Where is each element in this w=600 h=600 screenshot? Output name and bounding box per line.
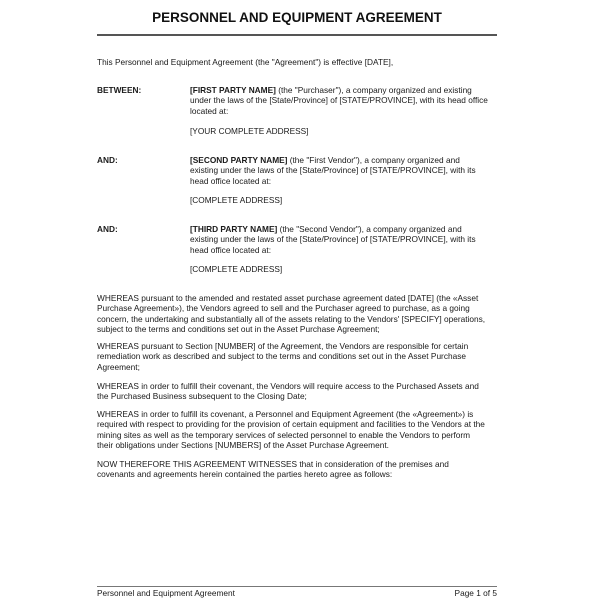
recital-line: WHEREAS in order to fulfill their covenant, the Vendors will require access to the Purchased Assets and xyxy=(97,381,479,391)
recital-line: their obligations under Sections [NUMBERS] of the Asset Purchase Agreement. xyxy=(97,440,389,451)
footer-divider xyxy=(97,586,497,587)
party-name: [SECOND PARTY NAME] xyxy=(190,155,288,165)
recital-line: Agreement; xyxy=(97,361,140,372)
recital-line: NOW THEREFORE THIS AGREEMENT WITNESSES that in consideration of the premises and xyxy=(97,459,449,469)
party-second xyxy=(97,155,497,187)
recital-line: subject to the terms and conditions set out in the Asset Purchase Agreement; xyxy=(97,324,380,335)
recital-paragraph xyxy=(97,293,485,335)
party-description xyxy=(190,155,476,186)
party-line-text: (the "Purchaser"), a company organized and existing xyxy=(278,85,472,95)
recital-line: mining sites as well as the temporary services of selected personnel to enable the Vendors to perform xyxy=(97,429,471,440)
party-name: [FIRST PARTY NAME] xyxy=(190,85,276,95)
party-line xyxy=(190,155,476,165)
party-line: head office located at: xyxy=(190,244,272,255)
recital-line: the Purchased Business subsequent to the Closing Date; xyxy=(97,391,307,402)
recital-line: Purchase Agreement»), the Vendors agreed to sell and the Purchaser agreed to purchase, as a going xyxy=(97,303,470,314)
recital-paragraph xyxy=(97,381,479,402)
recital-paragraph xyxy=(97,341,468,372)
party-line: under the laws of the [State/Province] of [STATE/PROVINCE], with its head office xyxy=(190,95,488,106)
recital-line: WHEREAS pursuant to Section [NUMBER] of the Agreement, the Vendors are responsible for certain xyxy=(97,341,469,351)
party-address: [YOUR COMPLETE ADDRESS] xyxy=(190,126,309,136)
recital-line: concern, the undertaking and substantially all of the assets relating to the Vendors' [SPECIFY] operations, xyxy=(97,313,486,324)
party-line: existing under the laws of the [State/Province] of [STATE/PROVINCE], with its xyxy=(190,165,476,176)
party-label: BETWEEN: xyxy=(97,85,142,95)
witness-paragraph xyxy=(97,459,449,480)
party-line-text: (the "First Vendor"), a company organized and xyxy=(289,155,460,165)
party-line-text: (the "Second Vendor"), a company organized and xyxy=(279,224,462,234)
party-label: AND: xyxy=(97,224,118,234)
party-description xyxy=(190,85,488,116)
intro-paragraph: This Personnel and Equipment Agreement (the "Agreement") is effective [DATE], xyxy=(97,57,394,67)
party-label: AND: xyxy=(97,155,118,165)
document-title: PERSONNEL AND EQUIPMENT AGREEMENT xyxy=(152,10,442,25)
party-description xyxy=(190,224,476,255)
recital-line: WHEREAS in order to fulfill its covenant, a Personnel and Equipment Agreement (the «Agreement») is xyxy=(97,409,474,419)
party-line xyxy=(190,224,476,234)
footer-document-name: Personnel and Equipment Agreement xyxy=(97,588,235,598)
party-line: located at: xyxy=(190,105,229,116)
recital-line: required with respect to providing for the provision of certain equipment and facilities to the Vendors at the xyxy=(97,419,485,430)
party-address: [COMPLETE ADDRESS] xyxy=(190,195,283,205)
party-third xyxy=(97,224,497,256)
recital-line: remediation work as described and subject to the terms and conditions set out in the Asset Purchase xyxy=(97,351,466,362)
party-first xyxy=(97,85,497,117)
title-divider xyxy=(97,34,497,36)
party-address: [COMPLETE ADDRESS] xyxy=(190,264,283,274)
party-line: existing under the laws of the [State/Province] of [STATE/PROVINCE], with its xyxy=(190,234,476,245)
recital-line: covenants and agreements herein contained the parties hereto agree as follows: xyxy=(97,469,393,480)
recital-line: WHEREAS pursuant to the amended and restated asset purchase agreement dated [DATE] (the «Asset xyxy=(97,293,479,303)
party-line: head office located at: xyxy=(190,175,272,186)
party-line xyxy=(190,85,488,95)
footer-page-number: Page 1 of 5 xyxy=(454,588,497,598)
party-name: [THIRD PARTY NAME] xyxy=(190,224,278,234)
recital-paragraph xyxy=(97,409,485,451)
